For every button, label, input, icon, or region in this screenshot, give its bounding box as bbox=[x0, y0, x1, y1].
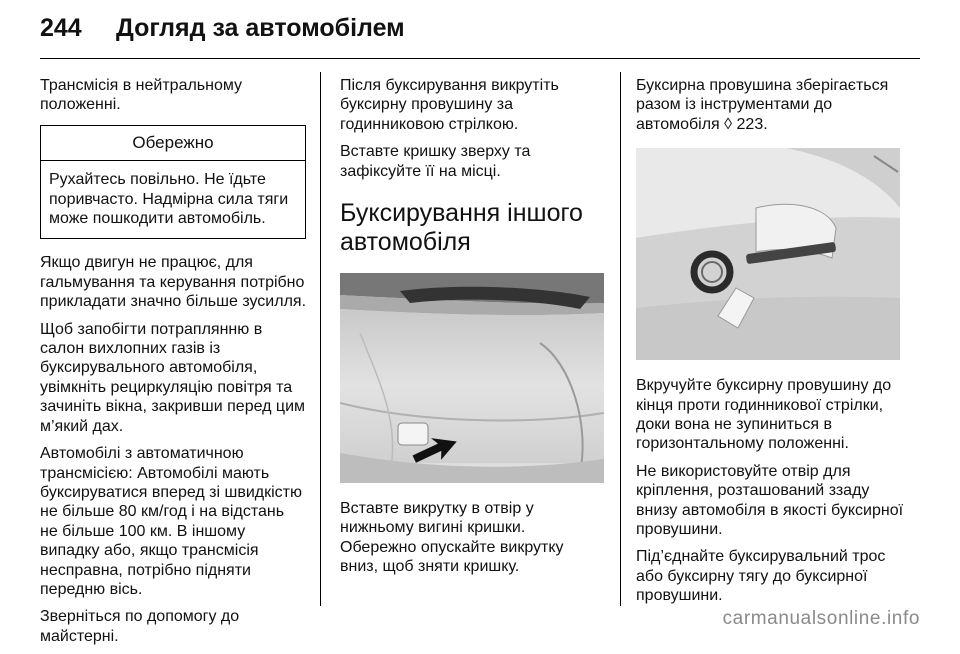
intro-paragraph: Трансмісія в нейтральному положенні. bbox=[40, 77, 243, 114]
paragraph-workshop: Зверніться по допомогу до майстерні. bbox=[40, 608, 240, 645]
paragraph-cover: Вставте кришку зверху та зафіксуйте її на місці. bbox=[340, 143, 531, 180]
rear-bumper-illustration bbox=[340, 273, 604, 483]
caution-text: Рухайтесь повільно. Не їдьте поривчасто. Надмірна сила тяги може пошкодити автомобіль. bbox=[49, 171, 289, 228]
page-reference-icon: ◊ bbox=[724, 115, 733, 133]
column-3 bbox=[636, 76, 904, 614]
column-divider-1 bbox=[320, 72, 321, 606]
paragraph-engine-off: Якщо двигун не працює, для гальмування та керування потрібно прикладати значно більше зусилля. bbox=[40, 254, 307, 311]
paragraph-connect-rope: Під’єднайте буксирувальний трос або буксирну тягу до буксирної провушини. bbox=[636, 548, 886, 605]
paragraph-exhaust: Щоб запобігти потраплянню в салон вихлопних газів із буксирувального автомобіля, увімкніть рециркуляцію повітря та зачиніть вікна, закривши перед цим м’який дах. bbox=[40, 320, 306, 435]
towing-eye-illustration bbox=[636, 148, 900, 360]
header-rule bbox=[40, 58, 920, 59]
paragraph-storage bbox=[636, 76, 904, 134]
paragraph-screw-in: Вкручуйте буксирну провушину до кінця проти годинникової стрілки, доки вона не зупиниться в горизонтальному положенні. bbox=[636, 377, 892, 453]
page-reference[interactable]: 223. bbox=[736, 115, 768, 133]
paragraph-unscrew: Після буксирування викрутіть буксирну провушину за годинниковою стрілкою. bbox=[340, 77, 559, 133]
page-title: Догляд за автомобілем bbox=[116, 14, 405, 42]
page-header bbox=[40, 14, 405, 43]
column-2 bbox=[340, 76, 604, 585]
paragraph-warning-hole: Не використовуйте отвір для кріплення, розташований ззаду внизу автомобіля в якості буксирної провушини. bbox=[636, 462, 904, 539]
section-heading: Буксирування іншого автомобіля bbox=[340, 199, 583, 257]
figure-caption: Вставте викрутку в отвір у нижньому вигині кришки. Обережно опускайте викрутку вниз, щоб зняти кришку. bbox=[340, 500, 564, 576]
paragraph-automatic: Автомобілі з автоматичною трансмісією: Автомобілі мають буксируватися вперед зі швидкістю не більше 80 км/год і на відстань не більше 100 км. В іншому випадку або, якщо трансмісія несправна, потрібно підняти передню вісь. bbox=[40, 445, 303, 598]
page-number: 244 bbox=[40, 14, 82, 42]
column-divider-2 bbox=[620, 72, 621, 606]
caution-title: Обережно bbox=[41, 126, 305, 161]
storage-text: Буксирна провушина зберігається разом із інструментами до автомобіля bbox=[636, 77, 889, 133]
caution-box bbox=[40, 125, 306, 240]
column-1 bbox=[40, 76, 306, 654]
watermark: carmanualsonline.info bbox=[722, 608, 920, 629]
